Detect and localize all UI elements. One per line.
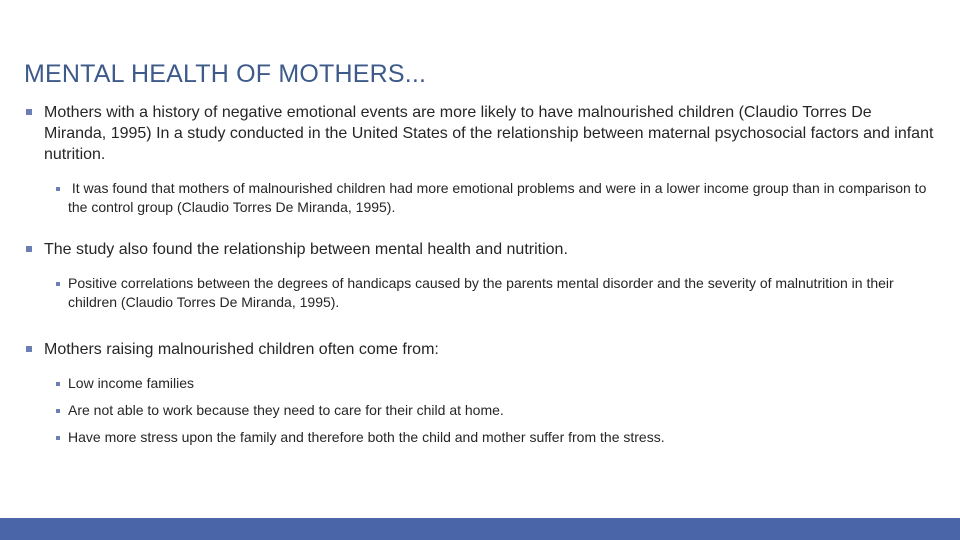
sub-bullet-text: Are not able to work because they need to care for their child at home. bbox=[68, 402, 504, 418]
square-bullet-icon bbox=[56, 436, 60, 440]
square-bullet-icon bbox=[26, 346, 32, 352]
square-bullet-icon bbox=[56, 282, 60, 286]
sub-bullet-item bbox=[26, 428, 936, 447]
sub-bullet-item bbox=[26, 401, 936, 420]
square-bullet-icon bbox=[56, 409, 60, 413]
bullet-text: Mothers raising malnourished children often come from: bbox=[44, 341, 439, 358]
sub-bullet-text: Have more stress upon the family and therefore both the child and mother suffer from the stress. bbox=[68, 429, 665, 445]
bullet-item bbox=[26, 239, 936, 260]
footer-accent-bar bbox=[0, 518, 960, 540]
slide-title: MENTAL HEALTH OF MOTHERS... bbox=[24, 60, 427, 88]
sub-bullet-text: Low income families bbox=[68, 375, 195, 391]
bullet-text: Mothers with a history of negative emotional events are more likely to have malnourished children (Claudio Torres De Miranda, 1995) In a study conducted in the United States of the relationship between maternal psychosocial factors and infant nutrition. bbox=[44, 104, 934, 163]
sub-bullet-item bbox=[26, 374, 936, 393]
square-bullet-icon bbox=[56, 187, 60, 191]
sub-bullet-item bbox=[26, 179, 936, 217]
bullet-item bbox=[26, 102, 936, 165]
sub-bullet-text: It was found that mothers of malnourished children had more emotional problems and were in a lower income group than in comparison to the control group (Claudio Torres De Miranda, 1995). bbox=[68, 180, 931, 215]
bullet-text: The study also found the relationship between mental health and nutrition. bbox=[44, 241, 568, 258]
sub-bullet-text: Positive correlations between the degrees of handicaps caused by the parents mental disorder and the severity of malnutrition in their children (Claudio Torres De Miranda, 1995). bbox=[68, 275, 894, 310]
square-bullet-icon bbox=[26, 246, 32, 252]
sub-bullet-item bbox=[26, 274, 936, 312]
bullet-item bbox=[26, 339, 936, 360]
square-bullet-icon bbox=[26, 109, 32, 115]
square-bullet-icon bbox=[56, 382, 60, 386]
slide-body bbox=[26, 102, 936, 447]
